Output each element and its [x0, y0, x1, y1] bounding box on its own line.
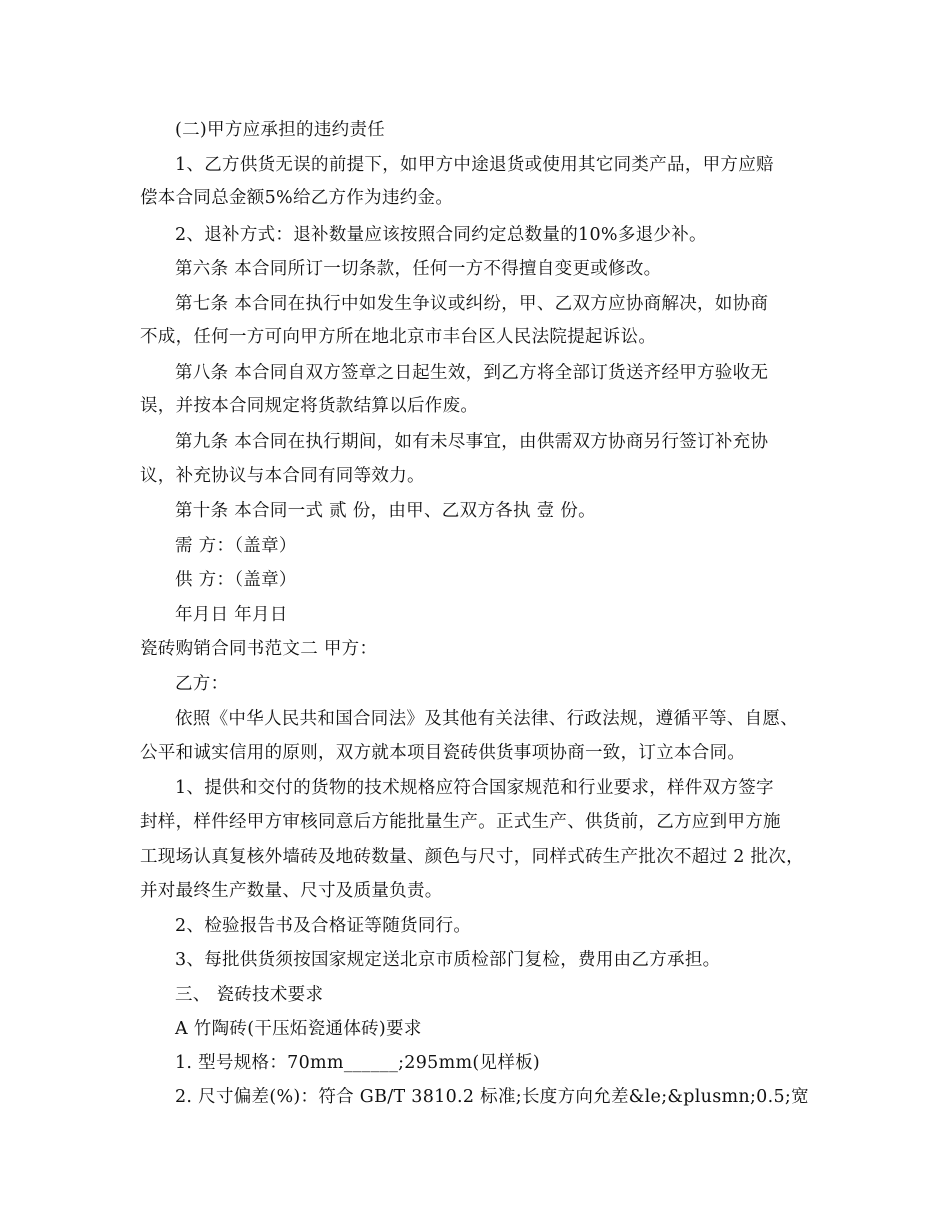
buyer-signature-line: 需 方：（盖章）: [175, 536, 297, 556]
paragraph-line: 议，补充协议与本合同有同等效力。: [140, 466, 425, 486]
spec-item: 2. 尺寸偏差(%)：符合 GB/T 3810.2 标准;长度方向允差&le;&plusmn;0.5;宽: [175, 1087, 809, 1107]
paragraph-line: 误，并按本合同规定将货款结算以后作废。: [140, 396, 479, 416]
paragraph-line: 2、检验报告书及合格证等随货同行。: [175, 916, 472, 936]
paragraph-line: 封样，样件经甲方审核同意后方能批量生产。正式生产、供货前，乙方应到甲方施: [140, 812, 781, 832]
section-heading: (二)甲方应承担的违约责任: [175, 120, 386, 140]
second-contract-title: 瓷砖购销合同书范文二 甲方：: [140, 639, 378, 659]
party-b-line: 乙方：: [175, 674, 229, 694]
date-line: 年月日 年月日: [175, 605, 288, 625]
paragraph-line: 公平和诚实信用的原则，双方就本项目瓷砖供货事项协商一致，订立本合同。: [140, 743, 746, 763]
paragraph-line: 3、每批供货须按国家规定送北京市质检部门复检，费用由乙方承担。: [175, 950, 721, 970]
supplier-signature-line: 供 方：（盖章）: [175, 570, 297, 590]
clause-6: 第六条 本合同所订一切条款，任何一方不得擅自变更或修改。: [175, 259, 662, 279]
clause-8: 第八条 本合同自双方签章之日起生效，到乙方将全部订货送齐经甲方验收无: [175, 363, 769, 383]
paragraph-line: 并对最终生产数量、尺寸及质量负责。: [140, 881, 443, 901]
spec-item: 1. 型号规格：70mm______;295mm(见样板): [175, 1053, 541, 1073]
subsection-heading: A 竹陶砖(干压炻瓷通体砖)要求: [175, 1019, 422, 1039]
paragraph-line: 依照《中华人民共和国合同法》及其他有关法律、行政法规，遵循平等、自愿、: [175, 709, 798, 729]
clause-7: 第七条 本合同在执行中如发生争议或纠纷，甲、乙双方应协商解决，如协商: [175, 294, 769, 314]
paragraph-line: 不成，任何一方可向甲方所在地北京市丰台区人民法院提起诉讼。: [140, 327, 657, 347]
clause-10: 第十条 本合同一式 贰 份，由甲、乙双方各执 壹 份。: [175, 501, 596, 521]
paragraph-line: 工现场认真复核外墙砖及地砖数量、颜色与尺寸，同样式砖生产批次不超过 2 批次，: [140, 847, 804, 867]
section-heading: 三、 瓷砖技术要求: [175, 985, 324, 1005]
paragraph-line: 2、退补方式：退补数量应该按照合同约定总数量的10%多退少补。: [175, 225, 707, 245]
paragraph-line: 偿本合同总金额5%给乙方作为违约金。: [140, 188, 454, 208]
paragraph-line: 1、提供和交付的货物的技术规格应符合国家规范和行业要求，样件双方签字: [175, 778, 774, 798]
clause-9: 第九条 本合同在执行期间，如有未尽事宜，由供需双方协商另行签订补充协: [175, 432, 769, 452]
paragraph-line: 1、乙方供货无误的前提下，如甲方中途退货或使用其它同类产品，甲方应赔: [175, 155, 774, 175]
